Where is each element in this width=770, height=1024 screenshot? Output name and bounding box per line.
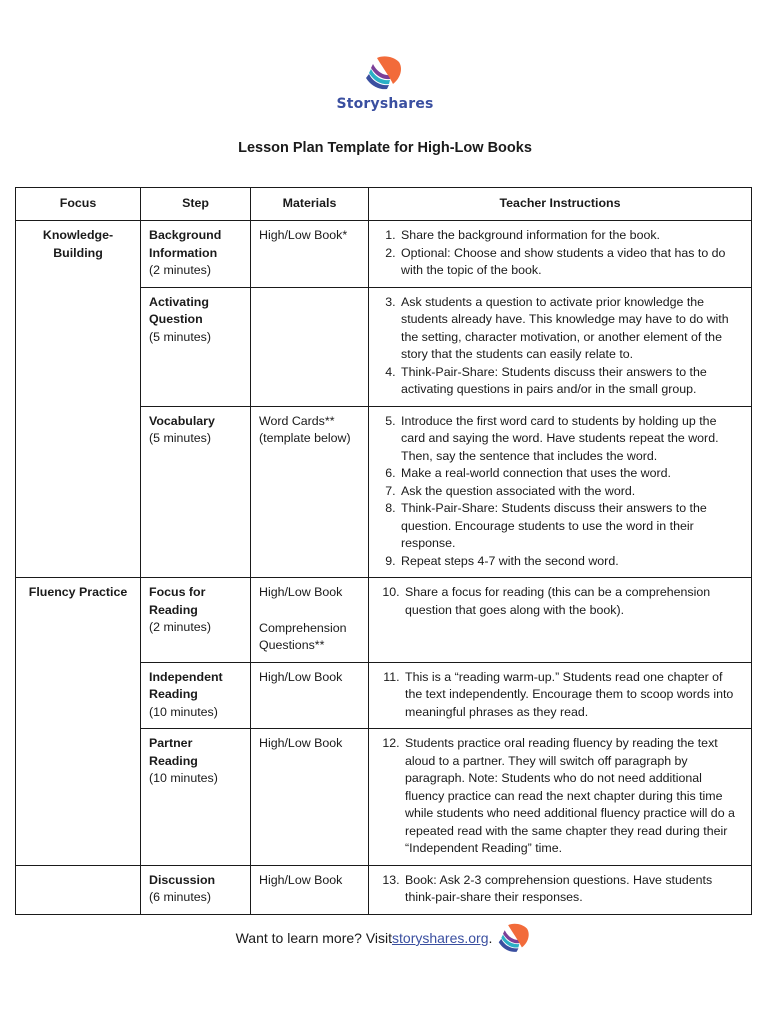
step-cell: Activating Question (5 minutes): [141, 287, 251, 406]
header-materials: Materials: [251, 188, 369, 221]
focus-fluency-practice: Fluency Practice: [16, 578, 141, 866]
instructions-cell: [369, 406, 752, 578]
book-stack-icon: [496, 920, 534, 956]
focus-knowledge-building: Knowledge-Building: [16, 221, 141, 578]
step-cell: Vocabulary (5 minutes): [141, 406, 251, 578]
step-cell: Partner Reading (10 minutes): [141, 729, 251, 866]
instruction-list: 5. Introduce the first word card to students by holding up the card and saying the word. Have students repeat the word. Then, say the sentence that includes the word. 6. Make a real-world connection that uses the word. 7. Ask the question associated with the word. 8. Think-Pair-Share: Students discuss their answers to the question. Encourage students to use the word in their response. 9. Repeat steps 4-7 with the second word.: [377, 413, 743, 571]
instructions-cell: [369, 662, 752, 729]
table-row: [16, 865, 752, 914]
materials-cell: High/Low Book Comprehension Questions**: [251, 578, 369, 663]
header-step: Step: [141, 188, 251, 221]
footer-text: Want to learn more? Visit: [235, 930, 393, 946]
materials-cell: High/Low Book: [251, 662, 369, 729]
step-cell: Discussion (6 minutes): [141, 865, 251, 914]
instruction-list: 10. Share a focus for reading (this can be a comprehension question that goes along with the book).: [377, 584, 743, 619]
focus-empty-cell: [16, 865, 141, 914]
table-header-row: [16, 188, 752, 221]
materials-cell: High/Low Book: [251, 729, 369, 866]
instruction-list: 13. Book: Ask 2-3 comprehension questions. Have students think-pair-share their responses.: [377, 872, 743, 907]
step-cell: Focus for Reading (2 minutes): [141, 578, 251, 663]
instructions-cell: [369, 865, 752, 914]
table-row: [16, 578, 752, 663]
instruction-list: 3. Ask students a question to activate prior knowledge the students already have. This knowledge may have to do with the setting, character motivation, or another element of the story that the students can easily relate to. 4. Think-Pair-Share: Students discuss their answers to the activating questions in pairs and/or in the small group.: [377, 294, 743, 399]
materials-cell: [251, 287, 369, 406]
document-title: Lesson Plan Template for High-Low Books: [238, 140, 532, 156]
brand-name: Storyshares: [336, 96, 434, 112]
instruction-list: 11. This is a “reading warm-up.” Students read one chapter of the text independently. Encourage them to scoop words into meaningful phrases as they read.: [377, 669, 743, 722]
materials-cell: Word Cards** (template below): [251, 406, 369, 578]
instructions-cell: [369, 287, 752, 406]
footer: [0, 920, 770, 956]
storyshares-link[interactable]: storyshares.org: [392, 930, 489, 946]
materials-cell: High/Low Book: [251, 865, 369, 914]
table-row: [16, 221, 752, 288]
footer-period: .: [488, 930, 493, 946]
lesson-plan-table: [15, 187, 752, 915]
instructions-cell: [369, 578, 752, 663]
step-cell: Independent Reading (10 minutes): [141, 662, 251, 729]
instruction-list: 1. Share the background information for the book. 2. Optional: Choose and show students a video that has to do with the topic of the book.: [377, 227, 743, 280]
instruction-list: 12. Students practice oral reading fluency by reading the text aloud to a partner. They will switch off paragraph by paragraph. Note: Students who do not need additional fluency practice can read the next chapter during this time while students who need additional fluency practice will do a repeated read with the same chapter they read during their “Independent Reading” time.: [377, 735, 743, 858]
materials-cell: High/Low Book*: [251, 221, 369, 288]
header-focus: Focus: [16, 188, 141, 221]
storyshares-logo: [0, 52, 770, 112]
book-stack-icon: [363, 52, 407, 94]
header-instructions: Teacher Instructions: [369, 188, 752, 221]
instructions-cell: [369, 221, 752, 288]
step-cell: Background Information (2 minutes): [141, 221, 251, 288]
instructions-cell: [369, 729, 752, 866]
